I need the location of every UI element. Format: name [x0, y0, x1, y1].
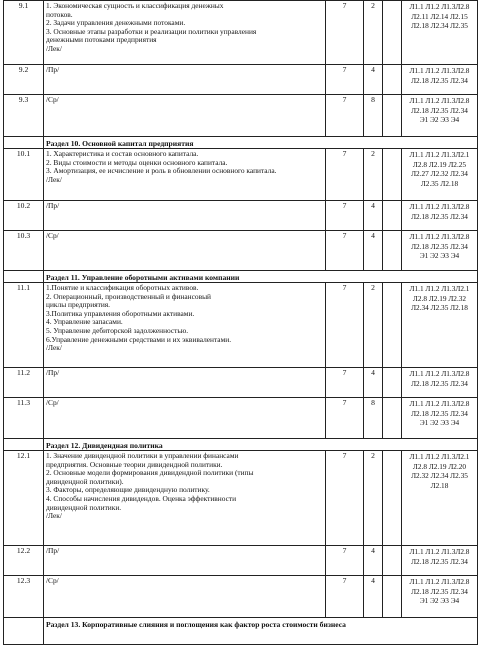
topic-content [44, 283, 326, 368]
topic-row [4, 398, 478, 439]
competence-cell [383, 95, 402, 137]
topic-number: 12.2 [4, 546, 44, 576]
text-line: Л2.8 Л2.19 Л2.25 [412, 159, 467, 169]
text-line: Л1.1 Л1.2 Л1.3Л2.8 [409, 66, 470, 75]
literature-cell [402, 398, 478, 439]
semester-cell: 7 [326, 95, 364, 137]
section-title: Раздел 12. Дивидендная политика [44, 439, 478, 451]
section-num-cell [4, 271, 44, 283]
text-line: Э1 Э2 Э3 Э4 [419, 251, 460, 261]
competence-cell [383, 149, 402, 201]
hours-cell: 8 [364, 398, 383, 439]
topic-row [4, 576, 478, 618]
competence-cell [383, 283, 402, 368]
section-header-row [4, 271, 478, 283]
competence-cell [383, 65, 402, 95]
topic-row [4, 149, 478, 201]
topic-row [4, 368, 478, 398]
topic-number: 11.2 [4, 368, 44, 398]
literature-cell [402, 201, 478, 231]
text-line: /Ср/ [46, 95, 59, 104]
topic-number: 11.1 [4, 283, 44, 368]
text-line: Л2.18 Л2.35 Л2.34 [411, 586, 468, 596]
topic-content [44, 65, 326, 95]
text-line: Л1.1 Л1.2 Л1.3Л2.1 [409, 150, 470, 159]
text-line: /Лек/ [46, 511, 62, 521]
text-line: 6.Управление денежными средствами и их эквивалентами. [46, 334, 232, 344]
literature-cell [402, 283, 478, 368]
competence-cell [383, 546, 402, 576]
text-line: Л2.8 Л2.19 Л2.20 [412, 461, 467, 471]
competence-cell [383, 231, 402, 271]
text-line: Л1.1 Л1.2 Л1.3Л2.8 [409, 232, 470, 241]
topic-row [4, 201, 478, 231]
topic-row [4, 283, 478, 368]
course-plan-document [3, 0, 477, 645]
semester-cell: 7 [326, 451, 364, 546]
text-line: циклы предприятия. [46, 300, 111, 310]
topic-content [44, 95, 326, 137]
section-num-cell [4, 618, 44, 645]
text-line: 2. Виды стоимости и методы оценки основного капитала. [46, 157, 228, 167]
topic-row [4, 231, 478, 271]
text-line: Л1.1 Л1.2 Л1.3Л2.8 [409, 399, 470, 408]
topic-content [44, 451, 326, 546]
text-line: Л2.18 Л2.35 Л2.34 [411, 378, 468, 388]
hours-cell: 4 [364, 231, 383, 271]
text-line: Л1.1 Л1.2 Л1.3Л2.8 [409, 2, 470, 11]
text-line: потоков. [46, 9, 73, 19]
topic-content [44, 201, 326, 231]
semester-cell: 7 [326, 65, 364, 95]
text-line: Л2.8 Л2.19 Л2.32 [412, 293, 467, 303]
topic-number: 9.2 [4, 65, 44, 95]
topic-number: 12.3 [4, 576, 44, 618]
competence-cell [383, 201, 402, 231]
topic-content [44, 398, 326, 439]
section-num-cell [4, 439, 44, 451]
text-line: 2. Задачи управления денежными потоками. [46, 18, 186, 28]
text-line: дивидендной политики). [46, 476, 124, 486]
text-line: Э1 Э2 Э3 Э4 [419, 596, 460, 606]
semester-cell: 7 [326, 201, 364, 231]
text-line: 5. Управление дебиторской задолженностью. [46, 325, 189, 335]
text-line: Л1.1 Л1.2 Л1.3Л2.8 [409, 547, 470, 556]
text-line: Л2.32 Л2.34 Л2.35 [411, 471, 468, 481]
text-line: Л2.35 Л2.18 [420, 178, 459, 188]
text-line: Л1.1 Л1.2 Л1.3Л2.1 [409, 284, 470, 293]
text-line: /Пр/ [46, 546, 60, 555]
text-line: /Пр/ [46, 65, 60, 74]
text-line: Л2.18 Л2.35 Л2.34 [411, 211, 468, 221]
hours-cell: 2 [364, 283, 383, 368]
text-line: Э1 Э2 Э3 Э4 [419, 418, 460, 428]
topic-content [44, 231, 326, 271]
course-plan-table [3, 0, 478, 645]
topic-row [4, 546, 478, 576]
literature-cell [402, 65, 478, 95]
literature-cell [402, 576, 478, 618]
hours-cell: 4 [364, 576, 383, 618]
section-header-row [4, 137, 478, 149]
text-line: /Лек/ [46, 343, 62, 353]
competence-cell [383, 576, 402, 618]
topic-number: 10.1 [4, 149, 44, 201]
competence-cell [383, 368, 402, 398]
topic-row [4, 1, 478, 65]
hours-cell: 4 [364, 546, 383, 576]
text-line: 1.Понятие и классификация оборотных активов. [46, 283, 199, 292]
text-line: Л2.18 Л2.35 Л2.34 [411, 75, 468, 85]
text-line: Л2.27 Л2.32 Л2.34 [411, 169, 468, 179]
hours-cell: 2 [364, 1, 383, 65]
text-line: Л2.34 Л2.35 Л2.18 [411, 303, 468, 313]
semester-cell: 7 [326, 368, 364, 398]
hours-cell: 4 [364, 368, 383, 398]
topic-content [44, 368, 326, 398]
text-line: Л1.1 Л1.2 Л1.3Л2.8 [409, 202, 470, 211]
semester-cell: 7 [326, 1, 364, 65]
topic-content [44, 1, 326, 65]
hours-cell: 2 [364, 451, 383, 546]
text-line: 1. Характеристика и состав основного капитала. [46, 149, 199, 158]
text-line: /Лек/ [46, 43, 62, 53]
course-plan-table-body [4, 1, 478, 645]
text-line: Л2.18 Л2.35 Л2.34 [411, 241, 468, 251]
text-line: 3. Факторы, определяющие дивидендную политику. [46, 485, 210, 495]
literature-cell [402, 231, 478, 271]
literature-cell [402, 95, 478, 137]
text-line: /Ср/ [46, 398, 59, 407]
literature-cell [402, 368, 478, 398]
text-line: Л2.18 [430, 480, 449, 490]
text-line: денежными потоками предприятия [46, 35, 157, 45]
text-line: Э1 Э2 Э3 Э4 [419, 115, 460, 125]
text-line: 2. Операционный, производственный и финансовый [46, 291, 212, 301]
topic-content [44, 149, 326, 201]
text-line: 4. Управление запасами. [46, 317, 123, 327]
text-line: Л1.1 Л1.2 Л1.3Л2.8 [409, 96, 470, 105]
topic-number: 9.1 [4, 1, 44, 65]
text-line: /Ср/ [46, 231, 59, 240]
topic-number: 11.3 [4, 398, 44, 439]
literature-cell [402, 1, 478, 65]
text-line: 3.Политика управления оборотными активами. [46, 308, 195, 318]
hours-cell: 4 [364, 65, 383, 95]
text-line: /Ср/ [46, 576, 59, 585]
semester-cell: 7 [326, 546, 364, 576]
section-header-row [4, 439, 478, 451]
topic-content [44, 576, 326, 618]
semester-cell: 7 [326, 576, 364, 618]
section-title: Раздел 10. Основной капитал предприятия [44, 137, 478, 149]
text-line: 1. Значение дивидендной политики в управлении финансами [46, 451, 239, 460]
text-line: Л2.18 Л2.35 Л2.34 [411, 408, 468, 418]
semester-cell: 7 [326, 231, 364, 271]
competence-cell [383, 1, 402, 65]
topic-row [4, 65, 478, 95]
topic-number: 10.2 [4, 201, 44, 231]
text-line: Л1.1 Л1.2 Л1.3Л2.8 [409, 369, 470, 378]
semester-cell: 7 [326, 149, 364, 201]
text-line: дивидендной политики. [46, 502, 122, 512]
section-header-row [4, 618, 478, 645]
text-line: 3. Основные этапы разработки и реализации политики управления [46, 26, 257, 36]
section-num-cell [4, 137, 44, 149]
competence-cell [383, 451, 402, 546]
hours-cell: 8 [364, 95, 383, 137]
text-line: Л2.18 Л2.34 Л2.35 [411, 21, 468, 31]
text-line: /Пр/ [46, 368, 60, 377]
semester-cell: 7 [326, 283, 364, 368]
competence-cell [383, 398, 402, 439]
text-line: 2. Основные модели формирования дивидендной политики (типы [46, 468, 254, 478]
hours-cell: 4 [364, 201, 383, 231]
text-line: Л1.1 Л1.2 Л1.3Л2.1 [409, 452, 470, 461]
topic-number: 9.3 [4, 95, 44, 137]
text-line: Л2.18 Л2.35 Л2.34 [411, 105, 468, 115]
topic-row [4, 95, 478, 137]
literature-cell [402, 451, 478, 546]
text-line: Л2.18 Л2.35 Л2.34 [411, 556, 468, 566]
text-line: /Пр/ [46, 201, 60, 210]
text-line: 3. Амортизация, ее исчисление и роль в обновлении основного капитала. [46, 166, 277, 176]
section-title: Раздел 13. Корпоративные слияния и поглощения как фактор роста стоимости бизнеса [44, 618, 478, 645]
text-line: Л2.11 Л2.14 Л2.15 [411, 11, 468, 21]
literature-cell [402, 546, 478, 576]
section-title: Раздел 11. Управление оборотными активами компании [44, 271, 478, 283]
text-line: Л1.1 Л1.2 Л1.3Л2.8 [409, 577, 470, 586]
hours-cell: 2 [364, 149, 383, 201]
topic-number: 12.1 [4, 451, 44, 546]
text-line: 4. Способы начисления дивидендов. Оценка эффективности [46, 493, 237, 503]
text-line: предприятия. Основные теории дивидендной политики. [46, 459, 223, 469]
semester-cell: 7 [326, 398, 364, 439]
text-line: /Лек/ [46, 174, 62, 184]
topic-content [44, 546, 326, 576]
topic-row [4, 451, 478, 546]
topic-number: 10.3 [4, 231, 44, 271]
text-line: 1. Экономическая сущность и классификация денежных [46, 1, 224, 10]
literature-cell [402, 149, 478, 201]
